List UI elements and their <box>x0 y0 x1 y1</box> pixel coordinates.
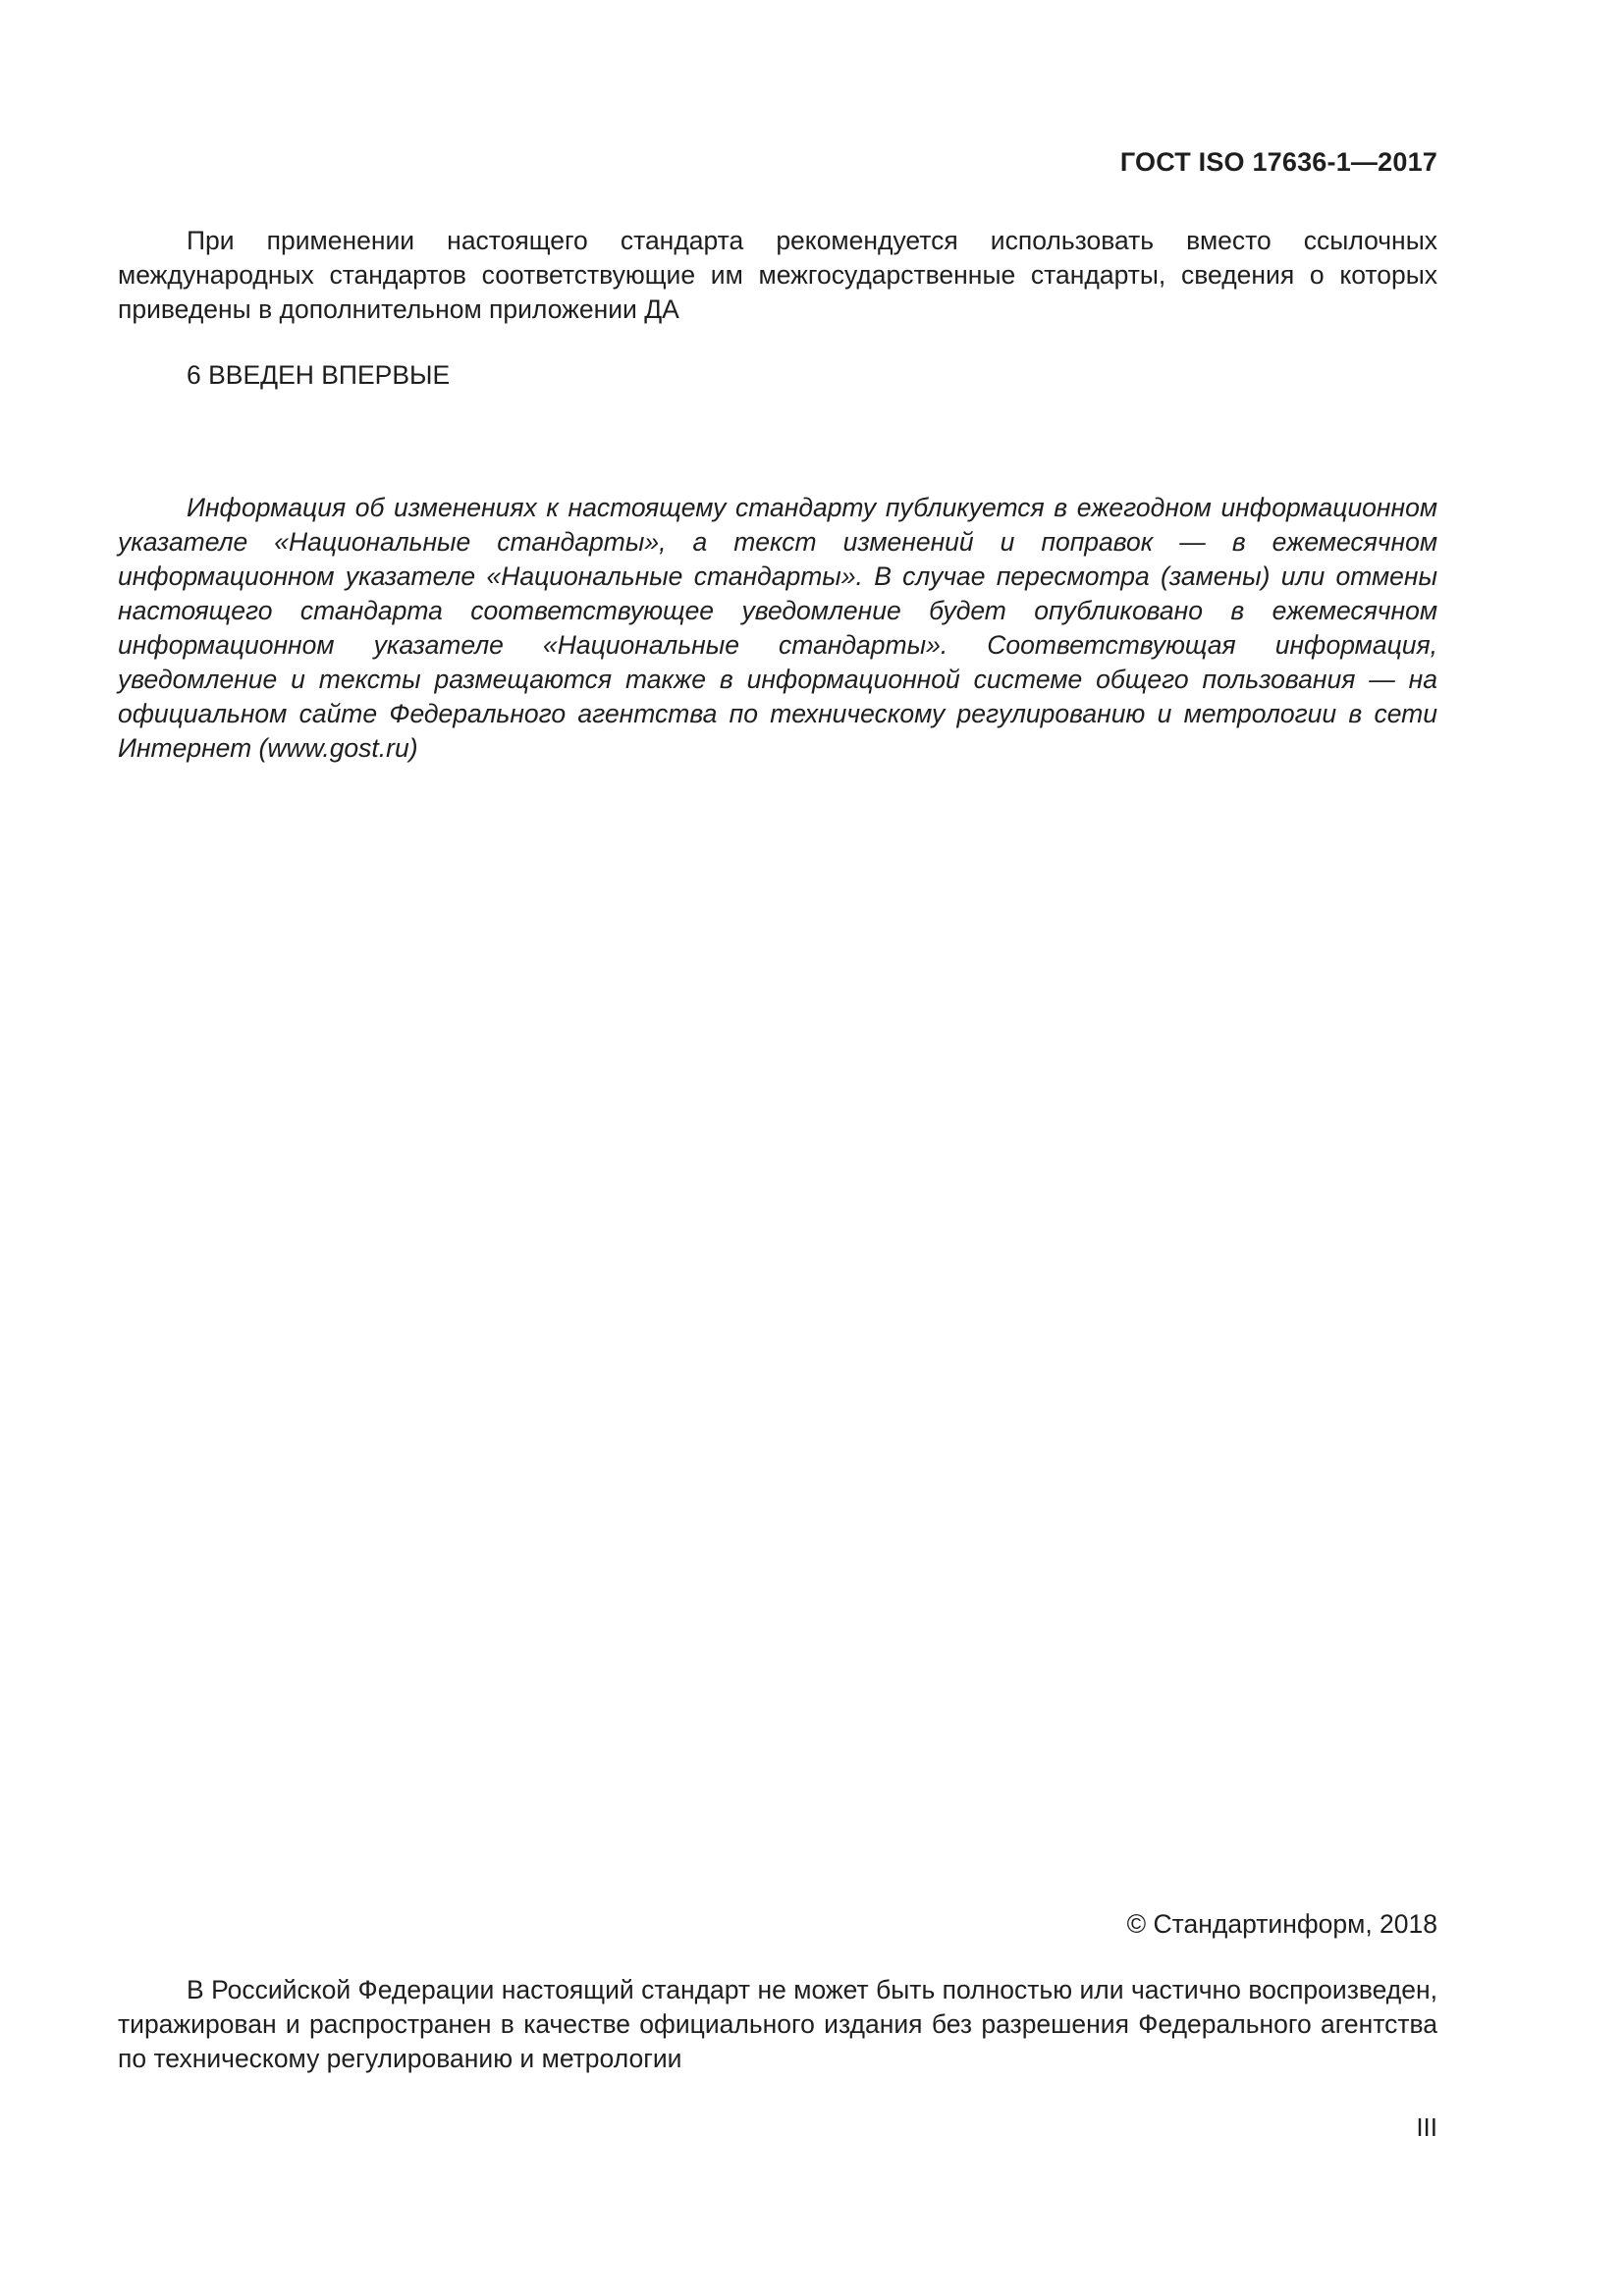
reference-standards-note: При применении настоящего стандарта рекомендуется использовать вместо ссылочных международных стандартов соответствующие им межгосударственные стандарты, сведения о которых приведены в дополнительном приложении ДА <box>118 226 1437 324</box>
copyright-line: © Стандартинформ, 2018 <box>1126 1909 1437 1939</box>
reproduction-rights-notice: В Российской Федерации настоящий стандарт не может быть полностью или частично воспроизведен, тиражирован и распространен в качестве официального издания без разрешения Федерального агентства по техническому регулированию и метрологии <box>118 1975 1437 2073</box>
changes-information-notice: Информация об изменениях к настоящему стандарту публикуется в ежегодном информационном указателе «Национальные стандарты», а текст изменений и поправок — в ежемесячном информационном указателе «Национальные стандарты». В случае пересмотра (замены) или отмены настоящего стандарта соответствующее уведомление будет опубликовано в ежемесячном информационном указателе «Национальные стандарты». Соответствующая информация, уведомление и тексты размещаются также в информационной системе общего пользования — на официальном сайте Федерального агентства по техническому регулированию и метрологии в сети Интернет (www.gost.ru) <box>118 493 1437 763</box>
standard-code-header: ГОСТ ISO 17636-1—2017 <box>1119 147 1437 177</box>
page-number: III <box>1416 2112 1437 2142</box>
introduced-first-time-item: 6 ВВЕДЕН ВПЕРВЫЕ <box>187 360 451 390</box>
